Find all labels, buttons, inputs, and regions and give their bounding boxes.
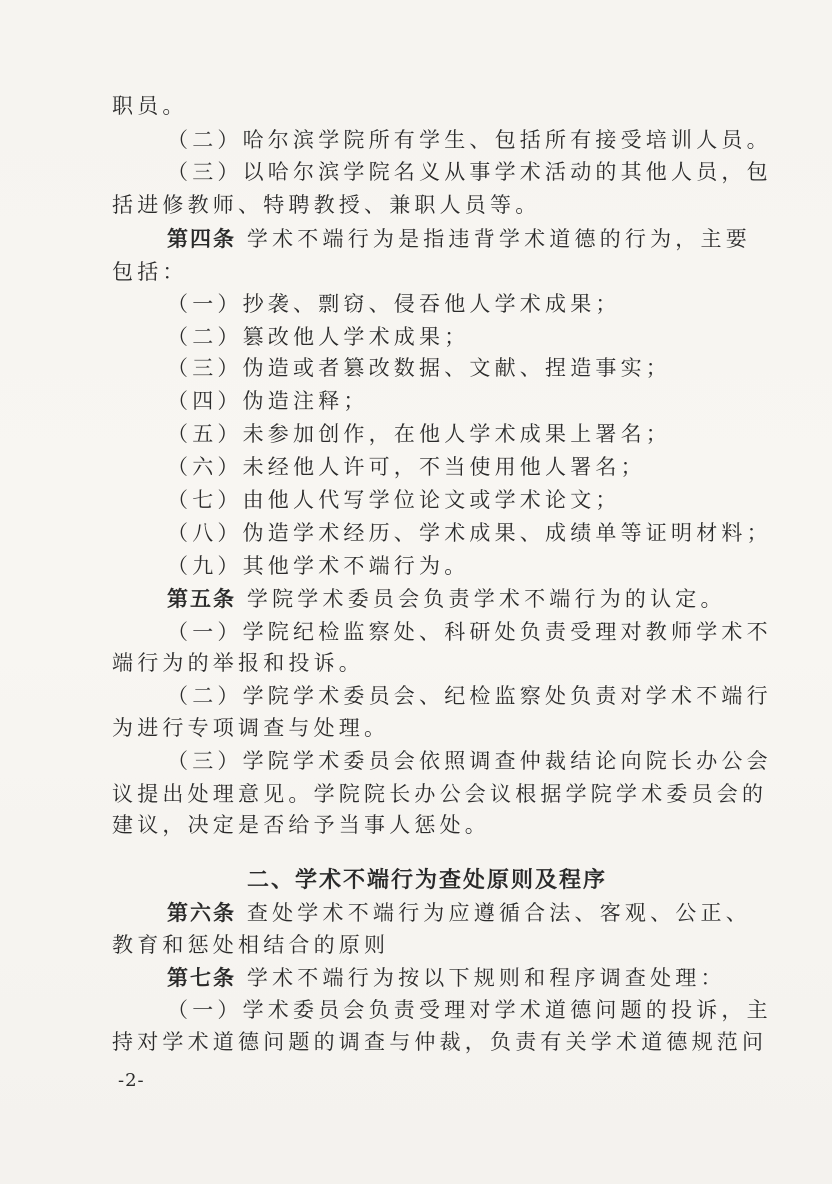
text-line: （三）以哈尔滨学院名义从事学术活动的其他人员，包 <box>167 160 772 184</box>
article-text: 查处学术不端行为应遵循合法、客观、公正、 <box>246 901 751 925</box>
page-number: -2- <box>118 1070 145 1091</box>
list-item: （七）由他人代写学位论文或学术论文； <box>167 488 621 512</box>
list-item: （五）未参加创作，在他人学术成果上署名； <box>167 422 671 446</box>
text-line: 端行为的举报和投诉。 <box>112 651 364 675</box>
text-line: 建议，决定是否给予当事人惩处。 <box>112 813 490 837</box>
section-heading: 二、学术不端行为查处原则及程序 <box>247 868 608 893</box>
text-line: 职员。 <box>112 94 188 118</box>
article-label: 第五条 <box>167 587 236 611</box>
text-line: 括进修教师、特聘教授、兼职人员等。 <box>112 193 541 217</box>
text-line: 包括： <box>112 260 188 284</box>
article-text: 学术不端行为按以下规则和程序调查处理： <box>246 966 726 990</box>
text-line: （三）学院学术委员会依照调查仲裁结论向院长办公会 <box>167 749 772 773</box>
article-label: 第七条 <box>167 966 236 990</box>
list-item: （三）伪造或者篡改数据、文献、捏造事实； <box>167 356 671 380</box>
article-text: 学术不端行为是指违背学术道德的行为，主要 <box>246 227 751 251</box>
list-item: （九）其他学术不端行为。 <box>167 554 470 578</box>
article-label: 第四条 <box>167 227 236 251</box>
text-line: 为进行专项调查与处理。 <box>112 716 390 740</box>
text-line: 教育和惩处相结合的原则 <box>112 933 390 957</box>
article-line <box>167 586 726 612</box>
article-line <box>167 965 726 991</box>
text-line: 持对学术道德问题的调查与仲裁，负责有关学术道德规范问 <box>112 1030 768 1054</box>
text-line: （二）学院学术委员会、纪检监察处负责对学术不端行 <box>167 684 772 708</box>
article-line <box>167 900 751 926</box>
text-line: （一）学院纪检监察处、科研处负责受理对教师学术不 <box>167 620 772 644</box>
text-line: （二）哈尔滨学院所有学生、包括所有接受培训人员。 <box>167 128 772 152</box>
list-item: （八）伪造学术经历、学术成果、成绩单等证明材料； <box>167 521 772 545</box>
text-line: 议提出处理意见。学院院长办公会议根据学院学术委员会的 <box>112 782 768 806</box>
list-item: （一）抄袭、剽窃、侵吞他人学术成果； <box>167 292 621 316</box>
article-text: 学院学术委员会负责学术不端行为的认定。 <box>246 587 726 611</box>
list-item: （二）篡改他人学术成果； <box>167 325 470 349</box>
article-label: 第六条 <box>167 901 236 925</box>
text-line: （一）学术委员会负责受理对学术道德问题的投诉，主 <box>167 998 772 1022</box>
list-item: （四）伪造注释； <box>167 389 369 413</box>
list-item: （六）未经他人许可，不当使用他人署名； <box>167 455 646 479</box>
article-line <box>167 226 751 252</box>
